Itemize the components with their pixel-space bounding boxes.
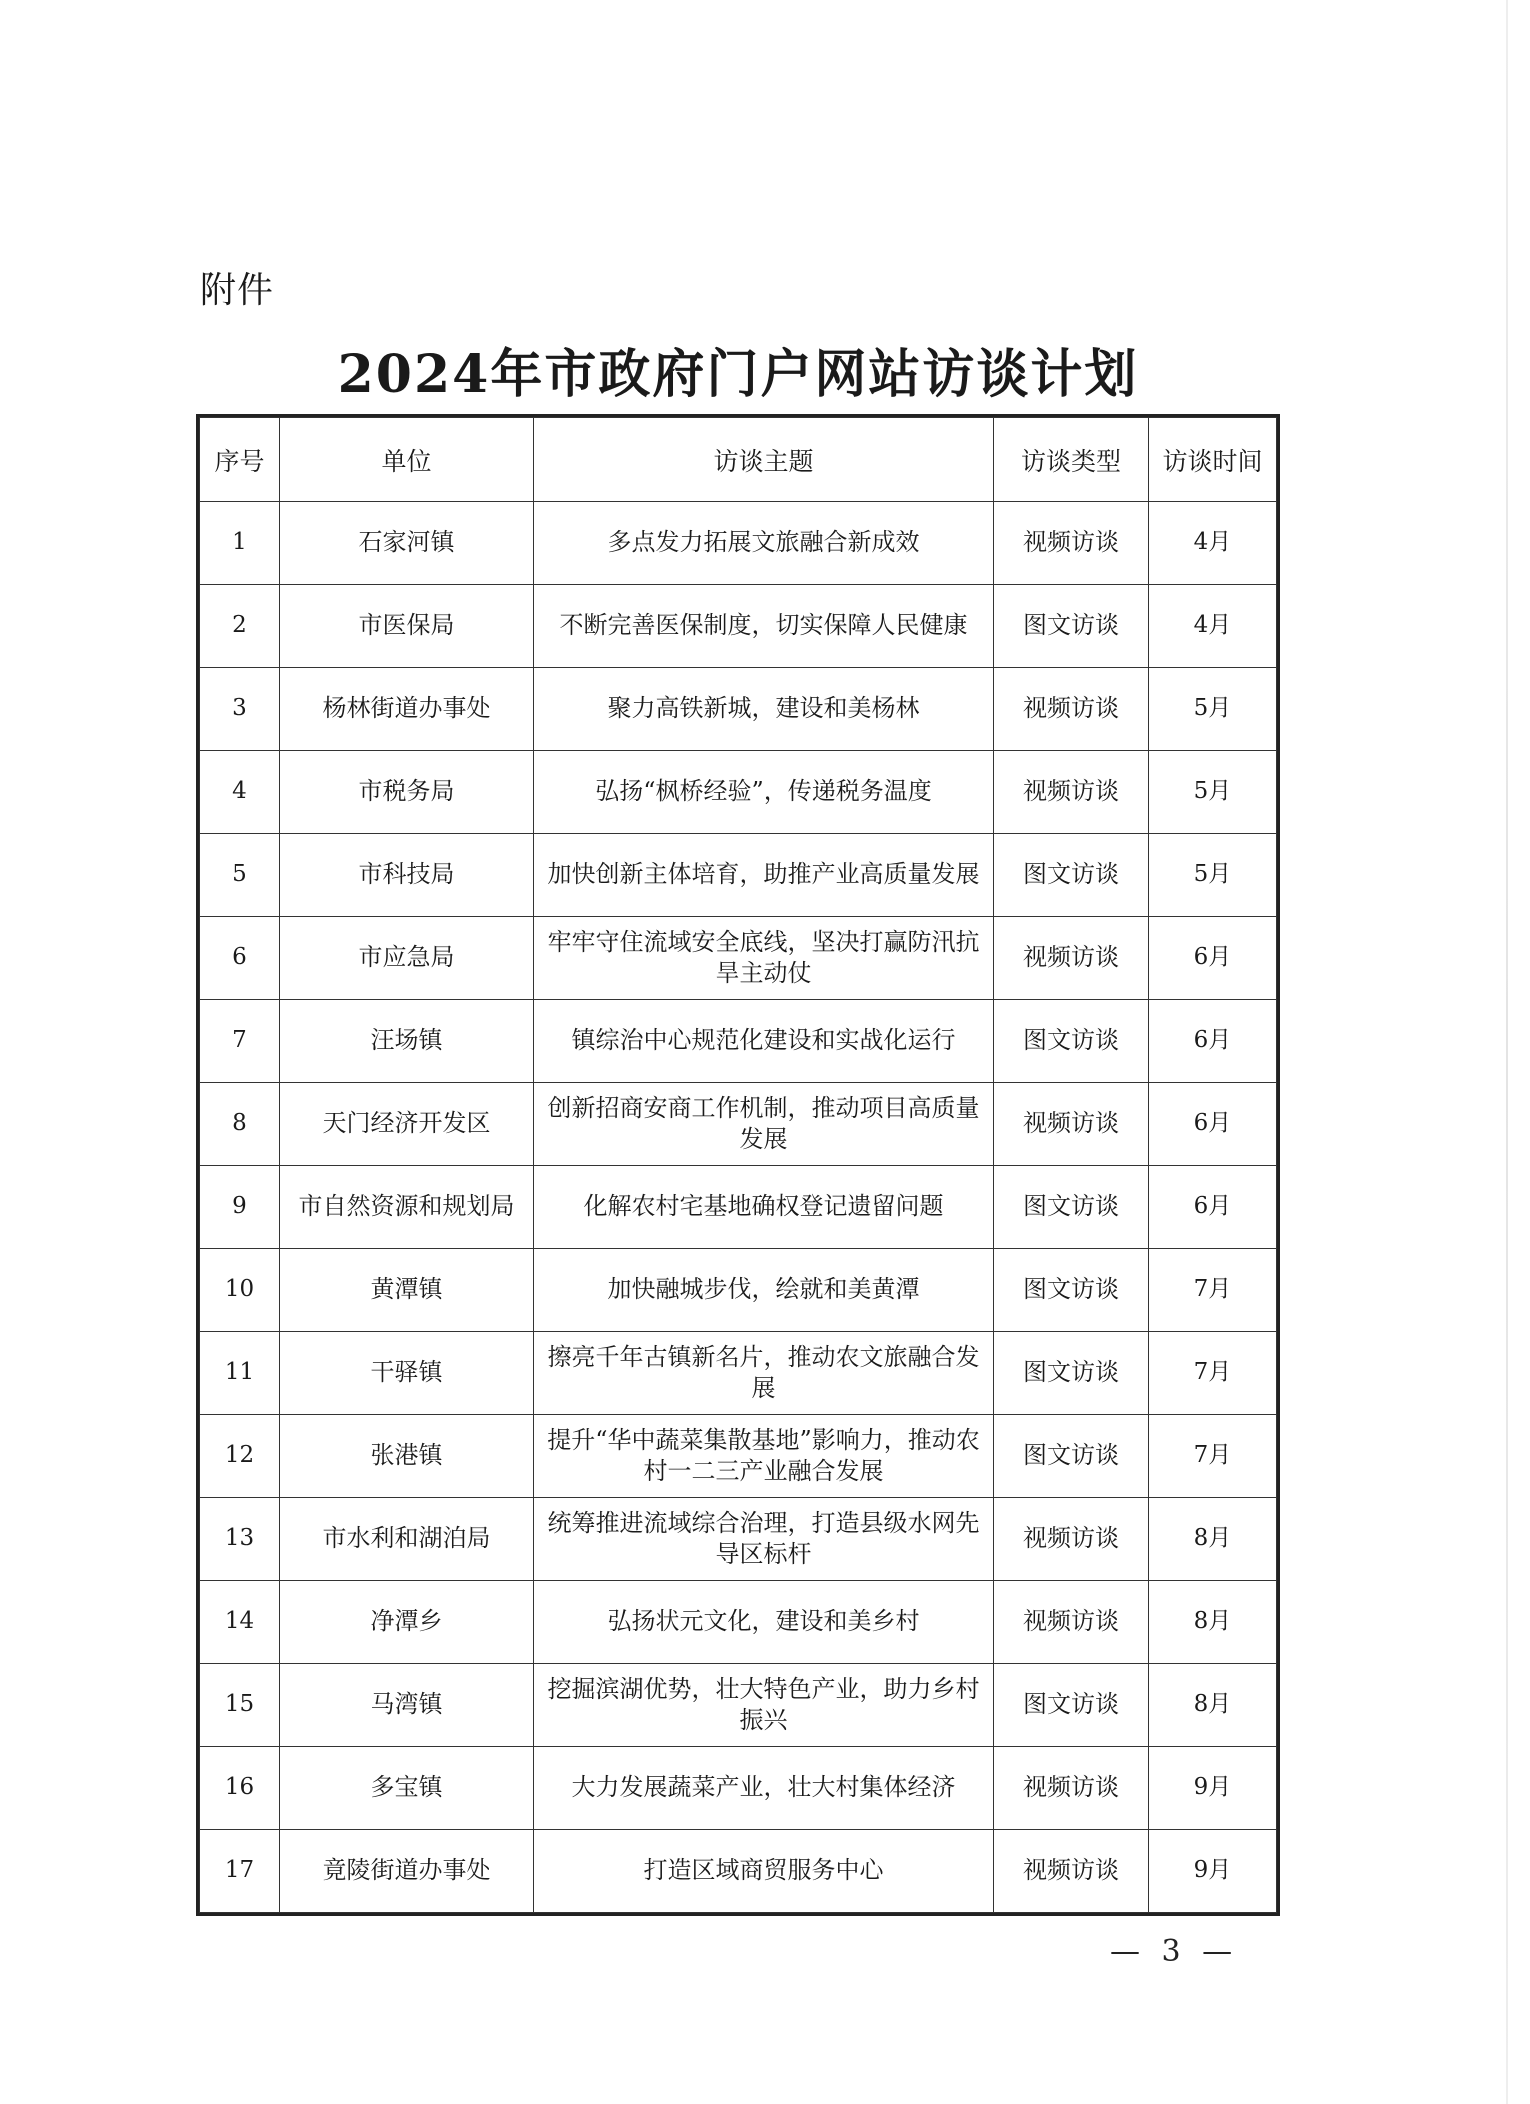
cell-type: 视频访谈 — [994, 1747, 1149, 1830]
table-row — [200, 1415, 1277, 1498]
cell-type: 视频访谈 — [994, 917, 1149, 1000]
table-row — [200, 1083, 1277, 1166]
cell-seq: 7 — [200, 1000, 280, 1083]
cell-unit: 马湾镇 — [280, 1664, 534, 1747]
cell-topic: 聚力高铁新城，建设和美杨林 — [534, 668, 994, 751]
header-month: 访谈时间 — [1149, 418, 1277, 502]
cell-type: 视频访谈 — [994, 1083, 1149, 1166]
cell-unit: 多宝镇 — [280, 1747, 534, 1830]
cell-seq: 2 — [200, 585, 280, 668]
cell-topic: 弘扬状元文化，建设和美乡村 — [534, 1581, 994, 1664]
table-row — [200, 917, 1277, 1000]
cell-type: 视频访谈 — [994, 751, 1149, 834]
cell-month: 4月 — [1149, 585, 1277, 668]
cell-type: 图文访谈 — [994, 1664, 1149, 1747]
cell-topic: 牢牢守住流域安全底线，坚决打赢防汛抗旱主动仗 — [534, 917, 994, 1000]
table-row — [200, 1332, 1277, 1415]
cell-topic: 挖掘滨湖优势，壮大特色产业，助力乡村振兴 — [534, 1664, 994, 1747]
table-row — [200, 585, 1277, 668]
cell-seq: 6 — [200, 917, 280, 1000]
cell-month: 6月 — [1149, 1083, 1277, 1166]
table-row — [200, 1747, 1277, 1830]
cell-type: 视频访谈 — [994, 1581, 1149, 1664]
table-row — [200, 1000, 1277, 1083]
cell-unit: 干驿镇 — [280, 1332, 534, 1415]
table-row — [200, 1664, 1277, 1747]
cell-seq: 3 — [200, 668, 280, 751]
cell-topic: 创新招商安商工作机制，推动项目高质量发展 — [534, 1083, 994, 1166]
cell-unit: 天门经济开发区 — [280, 1083, 534, 1166]
cell-seq: 9 — [200, 1166, 280, 1249]
cell-month: 6月 — [1149, 1166, 1277, 1249]
cell-seq: 4 — [200, 751, 280, 834]
cell-month: 9月 — [1149, 1747, 1277, 1830]
cell-seq: 1 — [200, 502, 280, 585]
table-row — [200, 834, 1277, 917]
table-row — [200, 1166, 1277, 1249]
header-seq: 序号 — [200, 418, 280, 502]
cell-topic: 统筹推进流域综合治理，打造县级水网先导区标杆 — [534, 1498, 994, 1581]
cell-topic: 大力发展蔬菜产业，壮大村集体经济 — [534, 1747, 994, 1830]
cell-topic: 擦亮千年古镇新名片，推动农文旅融合发展 — [534, 1332, 994, 1415]
cell-unit: 杨林街道办事处 — [280, 668, 534, 751]
cell-unit: 市水利和湖泊局 — [280, 1498, 534, 1581]
cell-topic: 镇综治中心规范化建设和实战化运行 — [534, 1000, 994, 1083]
cell-month: 8月 — [1149, 1581, 1277, 1664]
table-row — [200, 1498, 1277, 1581]
cell-unit: 市医保局 — [280, 585, 534, 668]
cell-unit: 石家河镇 — [280, 502, 534, 585]
cell-topic: 加快创新主体培育，助推产业高质量发展 — [534, 834, 994, 917]
cell-unit: 市科技局 — [280, 834, 534, 917]
cell-month: 7月 — [1149, 1249, 1277, 1332]
cell-seq: 13 — [200, 1498, 280, 1581]
cell-type: 图文访谈 — [994, 1415, 1149, 1498]
cell-seq: 12 — [200, 1415, 280, 1498]
cell-month: 6月 — [1149, 1000, 1277, 1083]
cell-month: 7月 — [1149, 1415, 1277, 1498]
cell-type: 图文访谈 — [994, 585, 1149, 668]
table-body — [200, 502, 1277, 1913]
header-topic: 访谈主题 — [534, 418, 994, 502]
table-row — [200, 751, 1277, 834]
cell-month: 6月 — [1149, 917, 1277, 1000]
cell-topic: 多点发力拓展文旅融合新成效 — [534, 502, 994, 585]
page-edge-shadow — [1506, 0, 1508, 2104]
table-row — [200, 668, 1277, 751]
cell-seq: 14 — [200, 1581, 280, 1664]
cell-seq: 17 — [200, 1830, 280, 1913]
cell-unit: 竟陵街道办事处 — [280, 1830, 534, 1913]
cell-type: 图文访谈 — [994, 1000, 1149, 1083]
cell-month: 5月 — [1149, 834, 1277, 917]
cell-type: 视频访谈 — [994, 1830, 1149, 1913]
cell-type: 图文访谈 — [994, 1249, 1149, 1332]
cell-topic: 加快融城步伐，绘就和美黄潭 — [534, 1249, 994, 1332]
cell-month: 9月 — [1149, 1830, 1277, 1913]
cell-seq: 5 — [200, 834, 280, 917]
table-row — [200, 1249, 1277, 1332]
table-row — [200, 1830, 1277, 1913]
table-row — [200, 502, 1277, 585]
cell-type: 视频访谈 — [994, 502, 1149, 585]
cell-topic: 打造区域商贸服务中心 — [534, 1830, 994, 1913]
cell-unit: 市自然资源和规划局 — [280, 1166, 534, 1249]
page-number: — 3 — — [1110, 1934, 1239, 1969]
cell-topic: 弘扬“枫桥经验”，传递税务温度 — [534, 751, 994, 834]
interview-plan-table-container — [196, 414, 1280, 1916]
cell-unit: 黄潭镇 — [280, 1249, 534, 1332]
cell-unit: 市税务局 — [280, 751, 534, 834]
cell-topic: 化解农村宅基地确权登记遗留问题 — [534, 1166, 994, 1249]
cell-month: 8月 — [1149, 1498, 1277, 1581]
cell-month: 7月 — [1149, 1332, 1277, 1415]
header-unit: 单位 — [280, 418, 534, 502]
cell-type: 图文访谈 — [994, 834, 1149, 917]
cell-month: 5月 — [1149, 668, 1277, 751]
cell-unit: 市应急局 — [280, 917, 534, 1000]
cell-type: 视频访谈 — [994, 668, 1149, 751]
attachment-label: 附件 — [200, 270, 275, 311]
cell-seq: 10 — [200, 1249, 280, 1332]
cell-month: 5月 — [1149, 751, 1277, 834]
cell-type: 视频访谈 — [994, 1498, 1149, 1581]
cell-unit: 汪场镇 — [280, 1000, 534, 1083]
interview-plan-table — [199, 417, 1277, 1913]
header-type: 访谈类型 — [994, 418, 1149, 502]
cell-topic: 不断完善医保制度，切实保障人民健康 — [534, 585, 994, 668]
cell-type: 图文访谈 — [994, 1166, 1149, 1249]
cell-unit: 张港镇 — [280, 1415, 534, 1498]
document-title: 2024年市政府门户网站访谈计划 — [337, 344, 1139, 405]
cell-topic: 提升“华中蔬菜集散基地”影响力，推动农村一二三产业融合发展 — [534, 1415, 994, 1498]
cell-seq: 11 — [200, 1332, 280, 1415]
cell-type: 图文访谈 — [994, 1332, 1149, 1415]
cell-seq: 8 — [200, 1083, 280, 1166]
cell-month: 8月 — [1149, 1664, 1277, 1747]
cell-seq: 16 — [200, 1747, 280, 1830]
cell-seq: 15 — [200, 1664, 280, 1747]
table-row — [200, 1581, 1277, 1664]
cell-month: 4月 — [1149, 502, 1277, 585]
table-header-row — [200, 418, 1277, 502]
cell-unit: 净潭乡 — [280, 1581, 534, 1664]
